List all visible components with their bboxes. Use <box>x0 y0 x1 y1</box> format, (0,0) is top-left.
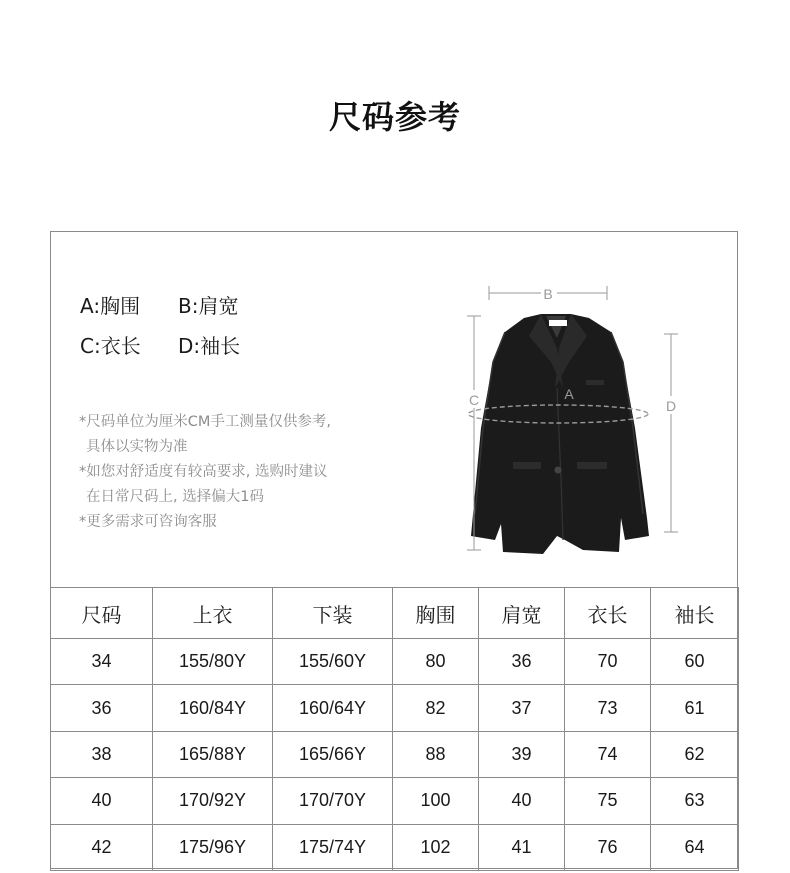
table-cell: 100 <box>393 778 479 824</box>
table-cell: 61 <box>651 685 739 731</box>
table-cell: 102 <box>393 824 479 870</box>
table-cell: 170/92Y <box>153 778 273 824</box>
table-cell: 62 <box>651 731 739 777</box>
table-cell: 41 <box>479 824 565 870</box>
label-b: B <box>543 286 553 302</box>
note-line: 具体以实物为准 <box>86 439 188 455</box>
table-cell: 64 <box>651 824 739 870</box>
label-d: D <box>665 398 677 414</box>
table-cell: 36 <box>479 639 565 685</box>
table-cell: 40 <box>479 778 565 824</box>
table-cell: 74 <box>565 731 651 777</box>
sleeve-length-guide <box>664 334 678 532</box>
note-line: *更多需求可咨询客服 <box>79 514 217 530</box>
header-sleeve: 袖长 <box>651 588 739 639</box>
table-cell: 82 <box>393 685 479 731</box>
table-row <box>51 685 739 731</box>
table-row <box>51 824 739 870</box>
table-cell: 155/60Y <box>273 639 393 685</box>
note-line: *如您对舒适度有较高要求, 选购时建议 <box>79 464 328 480</box>
page-title: 尺码参考 <box>328 98 461 136</box>
label-a: A <box>564 386 574 402</box>
jacket-illustration <box>468 314 649 554</box>
table-row <box>51 778 739 824</box>
table-cell: 76 <box>565 824 651 870</box>
table-cell: 63 <box>651 778 739 824</box>
table-cell: 37 <box>479 685 565 731</box>
table-cell: 60 <box>651 639 739 685</box>
table-cell: 34 <box>51 639 153 685</box>
legend-chest: A:胸围 <box>80 294 141 318</box>
size-notes <box>79 410 331 535</box>
header-shoulder: 肩宽 <box>479 588 565 639</box>
header-top: 上衣 <box>153 588 273 639</box>
size-guide-panel <box>50 231 738 869</box>
table-cell: 42 <box>51 824 153 870</box>
table-cell: 88 <box>393 731 479 777</box>
table-cell: 165/66Y <box>273 731 393 777</box>
table-cell: 175/96Y <box>153 824 273 870</box>
table-cell: 75 <box>565 778 651 824</box>
table-row <box>51 731 739 777</box>
table-cell: 160/84Y <box>153 685 273 731</box>
header-bottom: 下装 <box>273 588 393 639</box>
table-cell: 160/64Y <box>273 685 393 731</box>
header-chest: 胸围 <box>393 588 479 639</box>
header-size: 尺码 <box>51 588 153 639</box>
table-cell: 36 <box>51 685 153 731</box>
table-cell: 155/80Y <box>153 639 273 685</box>
table-cell: 80 <box>393 639 479 685</box>
table-header-row <box>51 588 739 639</box>
legend-sleeve: D:袖长 <box>178 334 241 358</box>
size-table <box>50 587 739 871</box>
measurement-legend <box>80 286 240 366</box>
note-line: 在日常尺码上, 选择偏大1码 <box>86 489 264 505</box>
table-cell: 175/74Y <box>273 824 393 870</box>
table-cell: 170/70Y <box>273 778 393 824</box>
shoulder-width-guide <box>489 286 607 302</box>
table-cell: 73 <box>565 685 651 731</box>
table-cell: 165/88Y <box>153 731 273 777</box>
label-c: C <box>468 392 480 408</box>
jacket-diagram <box>411 278 711 568</box>
legend-shoulder: B:肩宽 <box>178 294 239 318</box>
table-cell: 38 <box>51 731 153 777</box>
header-length: 衣长 <box>565 588 651 639</box>
table-cell: 39 <box>479 731 565 777</box>
table-row <box>51 639 739 685</box>
table-cell: 40 <box>51 778 153 824</box>
note-line: *尺码单位为厘米CM手工测量仅供参考, <box>79 414 331 430</box>
table-cell: 70 <box>565 639 651 685</box>
legend-length: C:衣长 <box>80 334 141 358</box>
